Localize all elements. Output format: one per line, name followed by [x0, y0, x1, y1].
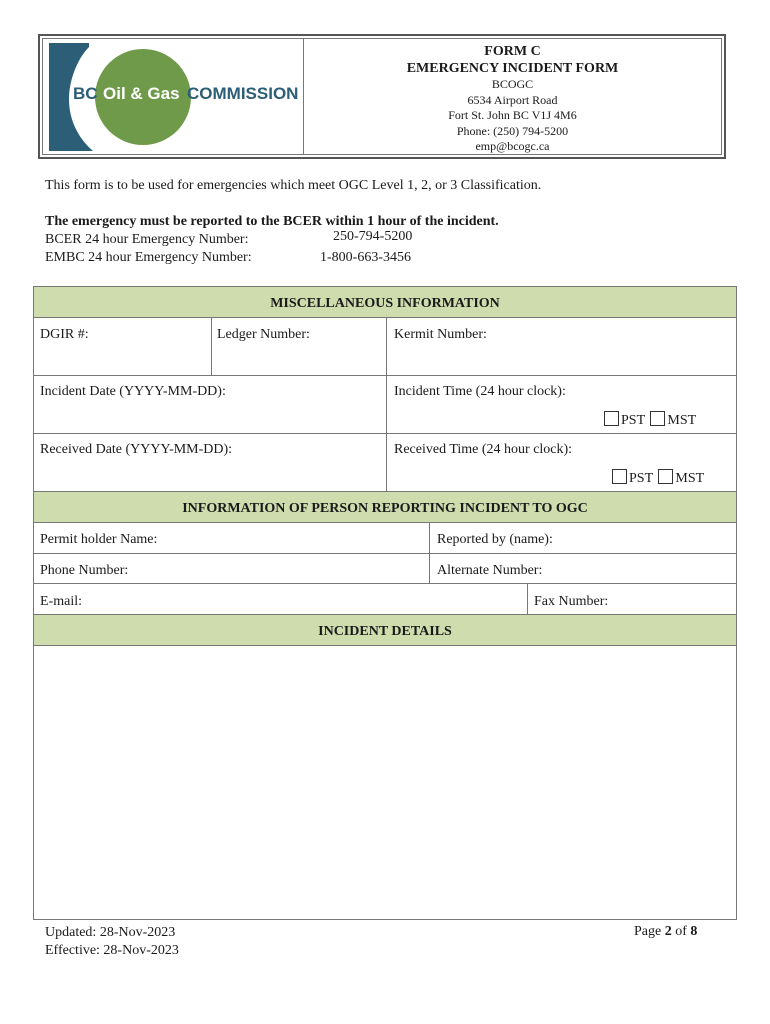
phone-number-field[interactable]: Phone Number:: [40, 563, 129, 578]
incident-time-field[interactable]: Incident Time (24 hour clock):: [394, 384, 566, 399]
effective-date: Effective: 28-Nov-2023: [45, 943, 179, 958]
logo-text-oil-gas: Oil & Gas: [103, 84, 180, 103]
reporting-notice: The emergency must be reported to the BCER within 1 hour of the incident.: [45, 214, 499, 229]
intro-text: This form is to be used for emergencies which meet OGC Level 1, 2, or 3 Classification.: [45, 178, 542, 193]
page-current: 2: [664, 924, 672, 939]
form-subtitle: EMERGENCY INCIDENT FORM: [406, 61, 619, 76]
org-city: Fort St. John BC V1J 4M6: [448, 108, 577, 122]
page-total: 8: [690, 924, 698, 939]
header-frame: [42, 38, 722, 155]
row-divider: [34, 553, 736, 554]
logo-text-bc: BC: [73, 84, 98, 103]
updated-date: Updated: 28-Nov-2023: [45, 925, 176, 940]
org-name: BCOGC: [491, 77, 534, 91]
mst-label: MST: [675, 471, 705, 486]
col-divider: [527, 584, 528, 614]
row-divider: [34, 433, 736, 434]
col-divider: [386, 317, 387, 492]
section-header-misc: MISCELLANEOUS INFORMATION: [34, 287, 736, 318]
received-date-field[interactable]: Received Date (YYYY-MM-DD):: [40, 442, 233, 457]
org-address: 6534 Airport Road: [467, 92, 558, 107]
embc-number: 1-800-663-3456: [320, 250, 411, 265]
row-divider: [34, 375, 736, 376]
email-field[interactable]: E-mail:: [40, 594, 82, 609]
received-time-field[interactable]: Received Time (24 hour clock):: [394, 442, 573, 457]
page-prefix: Page: [634, 924, 665, 939]
page-number: [634, 924, 697, 940]
form-title: FORM C: [484, 44, 541, 59]
ledger-number-field[interactable]: Ledger Number:: [217, 327, 310, 342]
page-of: of: [671, 924, 691, 939]
incident-mst-checkbox[interactable]: [650, 411, 665, 426]
alternate-number-field[interactable]: Alternate Number:: [437, 563, 543, 578]
dgir-field[interactable]: DGIR #:: [40, 327, 89, 342]
org-phone: Phone: (250) 794-5200: [456, 123, 569, 138]
incident-timezone-options: [604, 411, 696, 429]
received-mst-checkbox[interactable]: [658, 469, 673, 484]
col-divider: [211, 317, 212, 375]
bcer-number-label: BCER 24 hour Emergency Number:: [45, 232, 249, 247]
section-header-reporter: INFORMATION OF PERSON REPORTING INCIDENT TO OGC: [34, 492, 736, 523]
bcer-number: 250-794-5200: [333, 229, 413, 244]
org-email: emp@bcogc.ca: [475, 139, 550, 153]
form-header: [38, 34, 726, 159]
fax-number-field[interactable]: Fax Number:: [534, 594, 609, 609]
pst-label: PST: [621, 413, 645, 428]
pst-label: PST: [629, 471, 653, 486]
received-pst-checkbox[interactable]: [612, 469, 627, 484]
mst-label: MST: [667, 413, 697, 428]
logo-text-commission: COMMISSION: [187, 84, 299, 103]
received-timezone-options: [612, 469, 704, 487]
reported-by-field[interactable]: Reported by (name):: [437, 532, 553, 547]
incident-form-table: [33, 286, 737, 920]
incident-date-field[interactable]: Incident Date (YYYY-MM-DD):: [40, 384, 226, 399]
embc-number-label: EMBC 24 hour Emergency Number:: [45, 250, 252, 265]
footer-dates: [45, 924, 179, 960]
row-divider: [34, 583, 736, 584]
header-info: [304, 43, 721, 155]
incident-details-area[interactable]: [34, 646, 736, 919]
incident-pst-checkbox[interactable]: [604, 411, 619, 426]
bc-oil-gas-commission-logo: [47, 41, 301, 153]
permit-holder-field[interactable]: Permit holder Name:: [40, 532, 158, 547]
section-header-details: INCIDENT DETAILS: [34, 615, 736, 646]
kermit-number-field[interactable]: Kermit Number:: [394, 327, 487, 342]
